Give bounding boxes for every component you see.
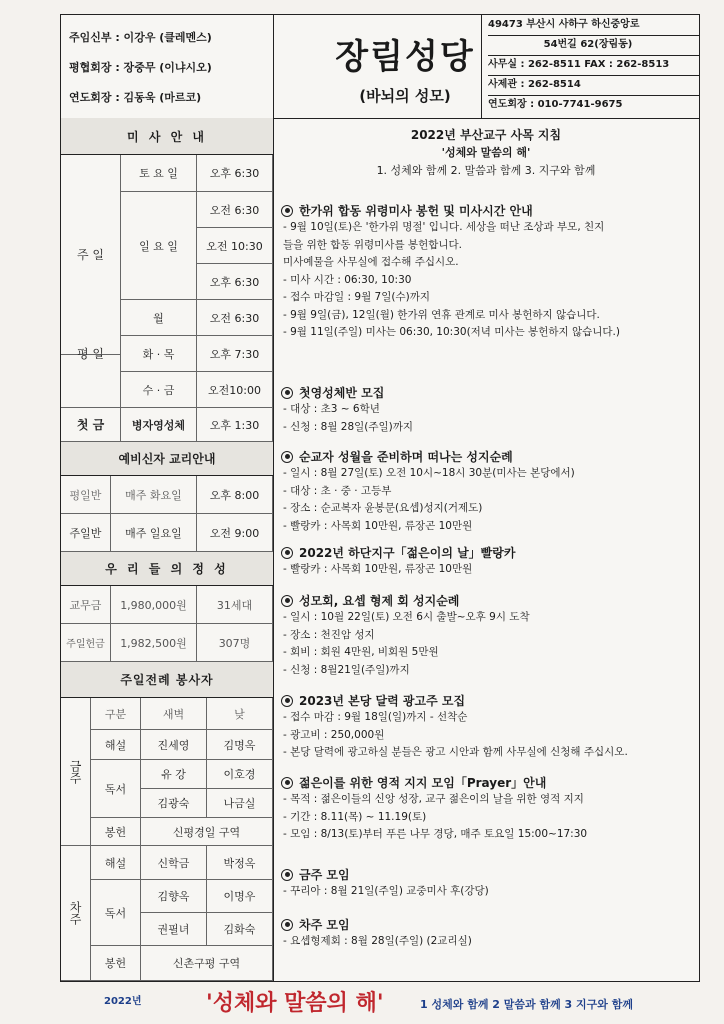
next-reader1-dawn: 김향옥 <box>141 880 207 913</box>
sunday-offering-count: 307명 <box>197 624 273 662</box>
offerings-section-title: 우 리 들 의 정 성 <box>61 552 273 586</box>
notice-line: - 꾸리아 : 8월 21일(주일) 교중미사 후(강당) <box>283 885 489 897</box>
sunday-offering-amount: 1,982,500원 <box>111 624 197 662</box>
notice-heading: 젊은이를 위한 영적 지지 모임「Prayer」안내 <box>299 776 547 790</box>
notice-prayer-meeting <box>281 774 695 844</box>
notice-heading: 2022년 하단지구「젊은이의 날」빨랑카 <box>299 546 516 560</box>
this-reader2-dawn: 김광숙 <box>141 789 207 818</box>
col-day: 낮 <box>207 698 273 730</box>
notice-line: - 회비 : 회원 4만원, 비회원 5만원 <box>283 646 439 658</box>
sunday-class-day: 매주 일요일 <box>111 514 197 552</box>
notice-line: - 광고비 : 250,000원 <box>283 728 385 741</box>
weekday-class-time: 오후 8:00 <box>197 476 273 514</box>
header-contact <box>481 15 700 119</box>
next-explain-dawn: 신학금 <box>141 846 207 880</box>
sunday-time-1: 오전 6:30 <box>197 192 273 228</box>
notice-line: - 9월 11일(주일) 미사는 06:30, 10:30(저녁 미사는 봉헌하지 않습니다.) <box>283 326 620 338</box>
notice-line: - 빨랑카 : 사목회 10만원, 류장곤 10만원 <box>283 519 473 532</box>
notice-line: - 9월 9일(금), 12일(월) 한가위 연휴 관계로 미사 봉헌하지 않습니다. <box>283 308 600 321</box>
notice-line: - 모임 : 8/13(토)부터 푸른 나무 경당, 매주 토요일 15:00~17:30 <box>283 828 588 840</box>
this-reader2-day: 나금실 <box>207 789 273 818</box>
tue-thu-day: 화 · 목 <box>121 336 197 372</box>
this-offering-role: 봉헌 <box>91 818 141 846</box>
notice-line: - 접수 마감일 : 9월 7일(수)까지 <box>283 291 430 303</box>
notice-line: - 장소 : 천진암 성지 <box>283 628 375 641</box>
sunday-class-time: 오전 9:00 <box>197 514 273 552</box>
notice-line: 미사예물을 사무실에 접수해 주십시오. <box>283 256 459 268</box>
sunday-time-2: 오전 10:30 <box>197 228 273 264</box>
notice-line: - 빨랑카 : 사목회 10만원, 류장곤 10만원 <box>283 563 473 575</box>
right-column <box>273 118 699 981</box>
notice-line: - 신청 : 8월 28일(주일)까지 <box>283 420 414 433</box>
notice-heading: 순교자 성월을 준비하며 떠나는 성지순례 <box>299 450 513 464</box>
pastoral-guideline-title: 2022년 부산교구 사목 지침 <box>410 128 562 142</box>
notice-line: - 대상 : 초3 ~ 6학년 <box>283 403 380 415</box>
next-week-label: 차주 <box>61 846 91 981</box>
servers-section-title: 주일전례 봉사자 <box>61 662 273 698</box>
notice-heading: 성모회, 요셉 형제 회 성지순례 <box>299 594 460 608</box>
this-explain-dawn: 진세영 <box>141 730 207 760</box>
notice-line: - 미사 시간 : 06:30, 10:30 <box>283 273 412 286</box>
bullet-icon <box>281 777 293 789</box>
wed-fri-day: 수 · 금 <box>121 372 197 408</box>
sunday-time-3: 오후 6:30 <box>197 264 273 300</box>
next-explain-day: 박정옥 <box>207 846 273 880</box>
bullet-icon <box>281 387 293 399</box>
saturday-time: 오후 6:30 <box>197 155 273 192</box>
header-people <box>61 15 274 119</box>
this-week-label: 금주 <box>61 698 91 846</box>
weekday-label: 평 일 <box>61 300 121 408</box>
bullet-icon <box>281 547 293 559</box>
notice-youth-day <box>281 544 695 579</box>
bullet-icon <box>281 205 293 217</box>
footer-year: 2022년 <box>104 996 142 1007</box>
notice-line: - 접수 마감 : 9월 18일(일)까지 - 선착순 <box>283 711 468 723</box>
education-fee-amount: 1,980,000원 <box>111 586 197 624</box>
footer-points: 1 성체와 함께 2 말씀과 함께 3 지구와 함께 <box>420 998 633 1011</box>
catechumen-section-title: 예비신자 교리안내 <box>61 442 273 476</box>
bullet-icon <box>281 869 293 881</box>
pastoral-guideline-theme: '성체와 말씀의 해' <box>441 146 531 159</box>
footer-banner <box>0 988 724 1024</box>
weekday-class-label: 평일반 <box>61 476 111 514</box>
parish-title: 장림성당 <box>335 37 475 77</box>
notice-next-week-meeting <box>281 916 695 951</box>
notice-pilgrimage <box>281 448 695 535</box>
left-column <box>61 118 274 981</box>
notice-this-week-meeting <box>281 866 695 901</box>
council-president-label: 평협회장 : 장중무 (이냐시오) <box>69 61 212 74</box>
this-explain-day: 김명옥 <box>207 730 273 760</box>
notice-line: - 기간 : 8.11(목) ~ 11.19(토) <box>283 810 427 823</box>
bullet-icon <box>281 451 293 463</box>
yeondo-phone: 연도회장 : 010-7741-9675 <box>488 99 623 110</box>
wed-fri-time: 오전10:00 <box>197 372 273 408</box>
sunday-class-label: 주일반 <box>61 514 111 552</box>
col-dawn: 새벽 <box>141 698 207 730</box>
weekday-class-day: 매주 화요일 <box>111 476 197 514</box>
bullet-icon <box>281 695 293 707</box>
notice-calendar-ads <box>281 692 695 762</box>
next-reader2-day: 김화숙 <box>207 913 273 946</box>
this-reader-role: 독서 <box>91 760 141 818</box>
next-offering-group: 신촌구평 구역 <box>141 946 273 981</box>
address-line-1: 49473 부산시 사하구 하신중앙로 <box>488 15 700 36</box>
monday-day: 월 <box>121 300 197 336</box>
first-friday-label: 첫 금 <box>61 408 121 442</box>
next-offering-role: 봉헌 <box>91 946 141 981</box>
education-fee-label: 교무금 <box>61 586 111 624</box>
footer-slogan: '성체와 말씀의 해' <box>206 991 384 1016</box>
notice-line: - 장소 : 순교복자 윤봉문(요셉)성지(거제도) <box>283 502 483 514</box>
notice-line: - 신청 : 8월21일(주일)까지 <box>283 663 410 676</box>
education-fee-count: 31세대 <box>197 586 273 624</box>
pastoral-guideline-points: 1. 성체와 함께 2. 말씀과 함께 3. 지구와 함께 <box>376 164 596 177</box>
this-reader1-day: 이호경 <box>207 760 273 789</box>
bulletin-sheet <box>60 14 700 982</box>
pastor-label: 주임신부 : 이강우 (클레멘스) <box>69 31 212 44</box>
this-offering-group: 신평경일 구역 <box>141 818 273 846</box>
sick-communion-time: 오후 1:30 <box>197 408 273 442</box>
next-reader-role: 독서 <box>91 880 141 946</box>
yeondo-president-label: 연도회장 : 김동욱 (마르코) <box>69 91 202 104</box>
notice-chuseok <box>281 202 695 342</box>
rectory-phone: 사제관 : 262-8514 <box>488 75 700 96</box>
next-reader2-dawn: 권필녀 <box>141 913 207 946</box>
notice-line: 들을 위한 합동 위령미사를 봉헌합니다. <box>283 238 462 251</box>
saturday-day: 토 요 일 <box>121 155 197 192</box>
notice-heading: 2023년 본당 달력 광고주 모집 <box>299 694 466 708</box>
notice-line: - 대상 : 초 · 중 · 고등부 <box>283 484 392 497</box>
notice-heading: 첫영성체반 모집 <box>299 386 385 400</box>
mass-section-title: 미 사 안 내 <box>61 118 273 155</box>
notice-line: - 일시 : 8월 27일(토) 오전 10시~18시 30분(미사는 본당에서) <box>283 467 575 479</box>
tue-thu-time: 오후 7:30 <box>197 336 273 372</box>
sunday-offering-label: 주일헌금 <box>61 624 111 662</box>
next-explain-role: 해설 <box>91 846 141 880</box>
notice-line: - 요셉형제회 : 8월 28일(주일) (2교리실) <box>283 935 472 947</box>
notice-heading: 차주 모임 <box>299 918 350 932</box>
sunday-day: 일 요 일 <box>121 192 197 300</box>
notice-line: - 9월 10일(토)은 '한가위 명절' 입니다. 세상을 떠난 조상과 부모, 친지 <box>283 221 605 233</box>
notice-heading: 금주 모임 <box>299 868 350 882</box>
notice-heading: 한가위 합동 위령미사 봉헌 및 미사시간 안내 <box>299 204 533 218</box>
notice-pilgrimage-groups <box>281 592 695 679</box>
this-reader1-dawn: 유 강 <box>141 760 207 789</box>
this-explain-role: 해설 <box>91 730 141 760</box>
sick-communion-label: 병자영성체 <box>121 408 197 442</box>
address-line-2: 54번길 62(장림동) <box>488 35 700 56</box>
bullet-icon <box>281 919 293 931</box>
notice-line: - 목적 : 젊은이들의 신앙 성장, 교구 젊은이의 날을 위한 영적 지지 <box>283 793 584 805</box>
parish-subtitle: (바뇌의 성모) <box>359 87 451 105</box>
notice-line: - 본당 달력에 광고하실 분들은 광고 시안과 함께 사무실에 신청해 주십시오. <box>283 746 628 758</box>
notice-line: - 일시 : 10월 22일(토) 오전 6시 출발~오후 9시 도착 <box>283 611 530 623</box>
monday-time: 오전 6:30 <box>197 300 273 336</box>
next-reader1-day: 이명우 <box>207 880 273 913</box>
sunday-label: 주 일 <box>61 155 121 355</box>
office-phone: 사무실 : 262-8511 FAX : 262-8513 <box>488 55 700 76</box>
bullet-icon <box>281 595 293 607</box>
notice-first-communion <box>281 384 695 436</box>
col-category: 구분 <box>91 698 141 730</box>
